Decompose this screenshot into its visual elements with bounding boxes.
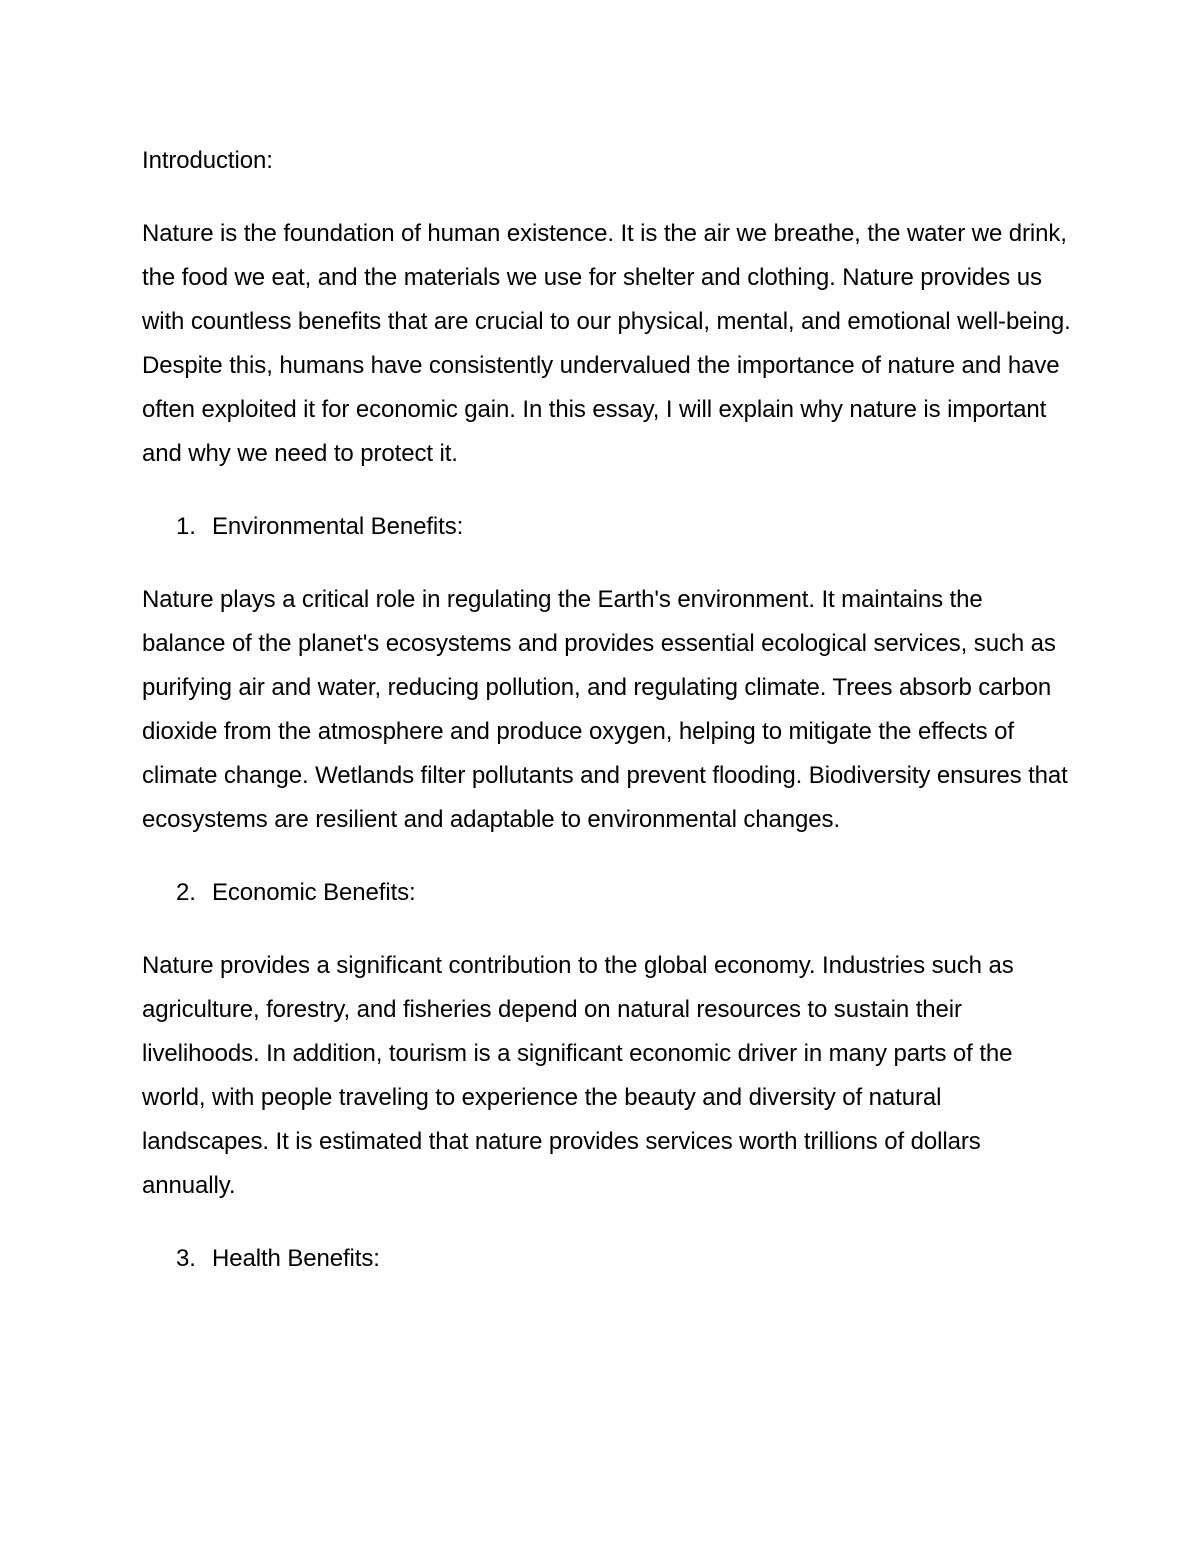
section-heading-health xyxy=(142,1237,1072,1281)
intro-paragraph: Nature is the foundation of human existence. It is the air we breathe, the water we drink, the food we eat, and the materials we use for shelter and clothing. Nature provides us with countless benefits that are crucial to our physical, mental, and emotional well-being. Despite this, humans have consistently undervalued the importance of nature and have often exploited it for economic gain. In this essay, I will explain why nature is important and why we need to protect it. xyxy=(142,220,1071,467)
section-heading-economic xyxy=(142,871,1072,915)
economic-paragraph: Nature provides a significant contribution to the global economy. Industries such as agriculture, forestry, and fisheries depend on natural resources to sustain their livelihoods. In addition, tourism is a significant economic driver in many parts of the world, with people traveling to experience the beauty and diversity of natural landscapes. It is estimated that nature provides services worth trillions of dollars annually. xyxy=(142,952,1014,1199)
section-heading-environmental xyxy=(142,505,1072,549)
section-title: Economic Benefits: xyxy=(212,879,416,906)
section-number: 3. xyxy=(176,1245,196,1272)
section-title: Environmental Benefits: xyxy=(212,513,464,540)
intro-heading: Introduction: xyxy=(142,147,273,174)
section-number: 2. xyxy=(176,879,196,906)
document-body xyxy=(142,139,1072,1310)
section-number: 1. xyxy=(176,513,196,540)
section-title: Health Benefits: xyxy=(212,1245,380,1272)
environmental-paragraph: Nature plays a critical role in regulating the Earth's environment. It maintains the balance of the planet's ecosystems and provides essential ecological services, such as purifying air and water, reducing pollution, and regulating climate. Trees absorb carbon dioxide from the atmosphere and produce oxygen, helping to mitigate the effects of climate change. Wetlands filter pollutants and prevent flooding. Biodiversity ensures that ecosystems are resilient and adaptable to environmental changes. xyxy=(142,586,1068,833)
